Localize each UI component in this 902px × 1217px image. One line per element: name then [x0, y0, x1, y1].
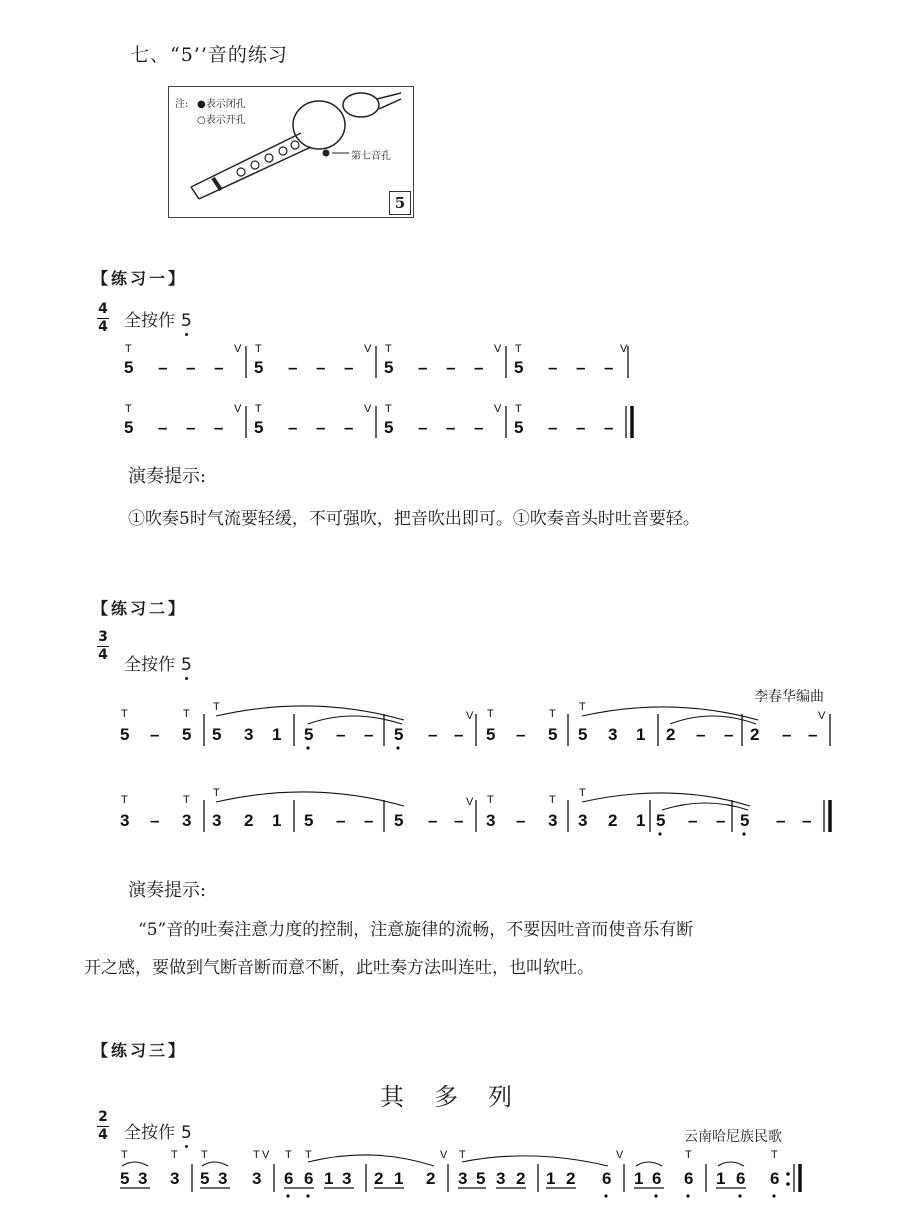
svg-text:5: 5 — [476, 1169, 486, 1188]
svg-text:V: V — [466, 796, 474, 808]
svg-text:V: V — [440, 1149, 448, 1161]
svg-text:6: 6 — [770, 1169, 780, 1188]
svg-text:5: 5 — [656, 811, 666, 830]
svg-text:–: – — [516, 811, 526, 830]
svg-text:T: T — [305, 1149, 312, 1161]
exercise3-label: 【练习三】 — [92, 1041, 188, 1060]
svg-text:T: T — [487, 794, 494, 806]
svg-text:3: 3 — [120, 811, 130, 830]
hole-label: 第七音孔 — [351, 151, 391, 162]
svg-text:T: T — [579, 701, 586, 713]
time-sig-bottom: 4 — [98, 319, 108, 335]
figure-number: 5 — [389, 191, 411, 215]
svg-text:–: – — [776, 811, 786, 830]
svg-text:5: 5 — [740, 811, 750, 830]
svg-text:V: V — [494, 343, 502, 355]
svg-text:V: V — [234, 343, 242, 355]
exercise3-credit: 云南哈尼族民歌 — [684, 1129, 782, 1145]
exercise3-fingering: 全按作 5 — [124, 1123, 192, 1143]
svg-text:3: 3 — [138, 1169, 148, 1188]
svg-text:T: T — [385, 343, 392, 355]
dash: – — [576, 358, 586, 377]
svg-text:1: 1 — [716, 1169, 726, 1188]
svg-text:3: 3 — [578, 811, 588, 830]
svg-text:T: T — [213, 787, 220, 799]
exercise3-time-signature: 2 4 — [98, 1109, 108, 1143]
svg-text:–: – — [336, 811, 346, 830]
legend-open: ○表示开孔 — [197, 115, 246, 126]
svg-text:T: T — [385, 403, 392, 415]
svg-text:T: T — [515, 343, 522, 355]
svg-text:T: T — [201, 1149, 208, 1161]
svg-text:–: – — [454, 811, 464, 830]
figure-note-label: 注: — [175, 99, 189, 110]
legend-closed: ●表示闭孔 — [197, 99, 246, 110]
song-title: 其多列 — [380, 1083, 542, 1111]
svg-text:1: 1 — [394, 1169, 404, 1188]
svg-text:–: – — [364, 725, 374, 744]
svg-text:T: T — [121, 794, 128, 806]
svg-text:5: 5 — [394, 811, 404, 830]
svg-text:T: T — [549, 708, 556, 720]
svg-text:T: T — [255, 403, 262, 415]
svg-text:T: T — [549, 794, 556, 806]
svg-text:–: – — [474, 418, 484, 437]
svg-text:–: – — [214, 418, 224, 437]
svg-text:2: 2 — [750, 725, 760, 744]
dash: – — [158, 358, 168, 377]
svg-text:3: 3 — [218, 1169, 228, 1188]
svg-text:5: 5 — [514, 418, 524, 437]
svg-text:–: – — [364, 811, 374, 830]
svg-text:V: V — [262, 1149, 270, 1161]
svg-text:–: – — [288, 418, 298, 437]
svg-text:–: – — [150, 725, 160, 744]
svg-text:2: 2 — [566, 1169, 576, 1188]
fingering-label: 全按作 — [124, 311, 175, 331]
svg-text:–: – — [454, 725, 464, 744]
svg-text:3: 3 — [548, 811, 558, 830]
svg-text:T: T — [213, 701, 220, 713]
svg-text:3: 3 — [244, 725, 254, 744]
svg-text:–: – — [724, 725, 734, 744]
hulusi-figure — [168, 86, 414, 218]
svg-text:1: 1 — [546, 1169, 556, 1188]
svg-text:T: T — [771, 1149, 778, 1161]
svg-text:–: – — [186, 418, 196, 437]
svg-text:5: 5 — [578, 725, 588, 744]
svg-text:–: – — [808, 725, 818, 744]
svg-text:–: – — [428, 811, 438, 830]
svg-text:T: T — [285, 1149, 292, 1161]
exercise2-credit: 李春华编曲 — [754, 689, 824, 705]
exercise1-time-signature — [96, 302, 110, 335]
dash: – — [316, 358, 326, 377]
svg-text:–: – — [344, 418, 354, 437]
exercise2-line1 — [112, 700, 852, 760]
svg-text:V: V — [818, 710, 826, 722]
dash: – — [186, 358, 196, 377]
exercise2-fingering: 全按作 5 — [124, 655, 192, 675]
svg-text:3: 3 — [252, 1169, 262, 1188]
svg-text:V: V — [616, 1149, 624, 1161]
svg-text:–: – — [516, 725, 526, 744]
svg-text:5: 5 — [124, 418, 134, 437]
svg-text:3: 3 — [496, 1169, 506, 1188]
exercise1-fingering — [124, 306, 192, 331]
dash: – — [344, 358, 354, 377]
note: 5 — [514, 358, 524, 377]
svg-text:1: 1 — [636, 811, 646, 830]
svg-text:V: V — [494, 403, 502, 415]
svg-text:1: 1 — [272, 725, 282, 744]
svg-text:6: 6 — [602, 1169, 612, 1188]
dash: – — [214, 358, 224, 377]
svg-text:5: 5 — [200, 1169, 210, 1188]
exercise1-hint-text: ①吹奏5时气流要轻缓，不可强吹，把音吹出即可。①吹奏音头时吐音要轻。 — [128, 509, 700, 529]
dash: – — [446, 358, 456, 377]
exercise2-hint-line2: 开之感，要做到气断音断而意不断，此吐奏方法叫连吐，也叫软吐。 — [84, 958, 594, 978]
svg-text:5: 5 — [212, 725, 222, 744]
svg-text:6: 6 — [284, 1169, 294, 1188]
svg-text:–: – — [548, 418, 558, 437]
svg-text:V: V — [620, 343, 628, 355]
svg-text:T: T — [121, 1149, 128, 1161]
exercise1-line1 — [118, 340, 658, 390]
svg-text:2: 2 — [374, 1169, 384, 1188]
svg-text:T: T — [459, 1149, 466, 1161]
svg-text:3: 3 — [212, 811, 222, 830]
svg-text:–: – — [716, 811, 726, 830]
svg-text:–: – — [336, 725, 346, 744]
svg-text:5: 5 — [486, 725, 496, 744]
exercise1-line1-svg — [118, 340, 658, 386]
svg-text:T: T — [579, 787, 586, 799]
svg-text:6: 6 — [684, 1169, 694, 1188]
svg-text:T: T — [183, 794, 190, 806]
svg-text:–: – — [802, 811, 812, 830]
note: 5 — [124, 358, 134, 377]
dash: – — [474, 358, 484, 377]
svg-text:T: T — [121, 708, 128, 720]
svg-text:V: V — [364, 343, 372, 355]
exercise2-line2 — [112, 786, 852, 846]
svg-text:–: – — [696, 725, 706, 744]
svg-text:2: 2 — [244, 811, 254, 830]
dash: – — [288, 358, 298, 377]
svg-text:3: 3 — [458, 1169, 468, 1188]
svg-text:–: – — [576, 418, 586, 437]
svg-text:V: V — [466, 710, 474, 722]
svg-text:5: 5 — [304, 725, 314, 744]
svg-text:–: – — [782, 725, 792, 744]
dash: – — [604, 358, 614, 377]
svg-text:5: 5 — [304, 811, 314, 830]
svg-text:3: 3 — [608, 725, 618, 744]
svg-text:5: 5 — [394, 725, 404, 744]
svg-text:5: 5 — [120, 725, 130, 744]
fingering-note: 5 — [181, 311, 192, 331]
svg-text:1: 1 — [272, 811, 282, 830]
svg-text:5: 5 — [254, 418, 264, 437]
svg-text:6: 6 — [736, 1169, 746, 1188]
svg-text:T: T — [125, 403, 132, 415]
svg-text:T: T — [183, 708, 190, 720]
svg-text:–: – — [418, 418, 428, 437]
svg-text:T: T — [515, 403, 522, 415]
exercise1-hint-title: 演奏提示: — [128, 466, 207, 487]
exercise3-line1 — [112, 1144, 832, 1208]
svg-text:–: – — [150, 811, 160, 830]
svg-text:V: V — [234, 403, 242, 415]
exercise2-time-signature: 3 4 — [98, 629, 108, 663]
svg-text:–: – — [688, 811, 698, 830]
svg-text:5: 5 — [120, 1169, 130, 1188]
exercise2-line2-svg — [112, 786, 852, 842]
exercise3-line1-svg — [112, 1144, 832, 1204]
exercise1-line2-svg — [118, 400, 658, 446]
svg-text:2: 2 — [608, 811, 618, 830]
exercise2-line1-svg — [112, 700, 852, 756]
svg-text:T: T — [125, 343, 132, 355]
svg-text:–: – — [316, 418, 326, 437]
exercise2-hint-line1: “5”音的吐奏注意力度的控制，注意旋律的流畅，不要因吐音而使音乐有断 — [138, 920, 694, 940]
svg-text:1: 1 — [634, 1169, 644, 1188]
exercise2-hint-title: 演奏提示: — [128, 880, 207, 901]
svg-text:3: 3 — [182, 811, 192, 830]
svg-text:6: 6 — [652, 1169, 662, 1188]
exercise1-line2 — [118, 400, 658, 450]
svg-text:T: T — [255, 343, 262, 355]
svg-text:5: 5 — [182, 725, 192, 744]
svg-text:T: T — [171, 1149, 178, 1161]
svg-text:2: 2 — [666, 725, 676, 744]
exercise1-label: 【练习一】 — [92, 269, 188, 288]
section-title: 七、“5’’音的练习 — [130, 44, 288, 66]
svg-text:–: – — [158, 418, 168, 437]
svg-text:5: 5 — [384, 418, 394, 437]
svg-text:3: 3 — [170, 1169, 180, 1188]
svg-text:–: – — [428, 725, 438, 744]
svg-text:1: 1 — [324, 1169, 334, 1188]
time-sig-top: 4 — [98, 301, 108, 317]
svg-text:1: 1 — [636, 725, 646, 744]
svg-text:2: 2 — [426, 1169, 436, 1188]
note: 5 — [384, 358, 394, 377]
svg-text:2: 2 — [516, 1169, 526, 1188]
dash: – — [418, 358, 428, 377]
svg-text:T: T — [253, 1149, 260, 1161]
svg-text:6: 6 — [304, 1169, 314, 1188]
dash: – — [548, 358, 558, 377]
svg-text:–: – — [604, 418, 614, 437]
svg-text:V: V — [364, 403, 372, 415]
svg-text:–: – — [446, 418, 456, 437]
svg-text:5: 5 — [548, 725, 558, 744]
exercise2-label: 【练习二】 — [92, 599, 188, 618]
note: 5 — [254, 358, 264, 377]
svg-text:3: 3 — [342, 1169, 352, 1188]
svg-text:3: 3 — [486, 811, 496, 830]
svg-text:T: T — [685, 1149, 692, 1161]
svg-text:T: T — [487, 708, 494, 720]
